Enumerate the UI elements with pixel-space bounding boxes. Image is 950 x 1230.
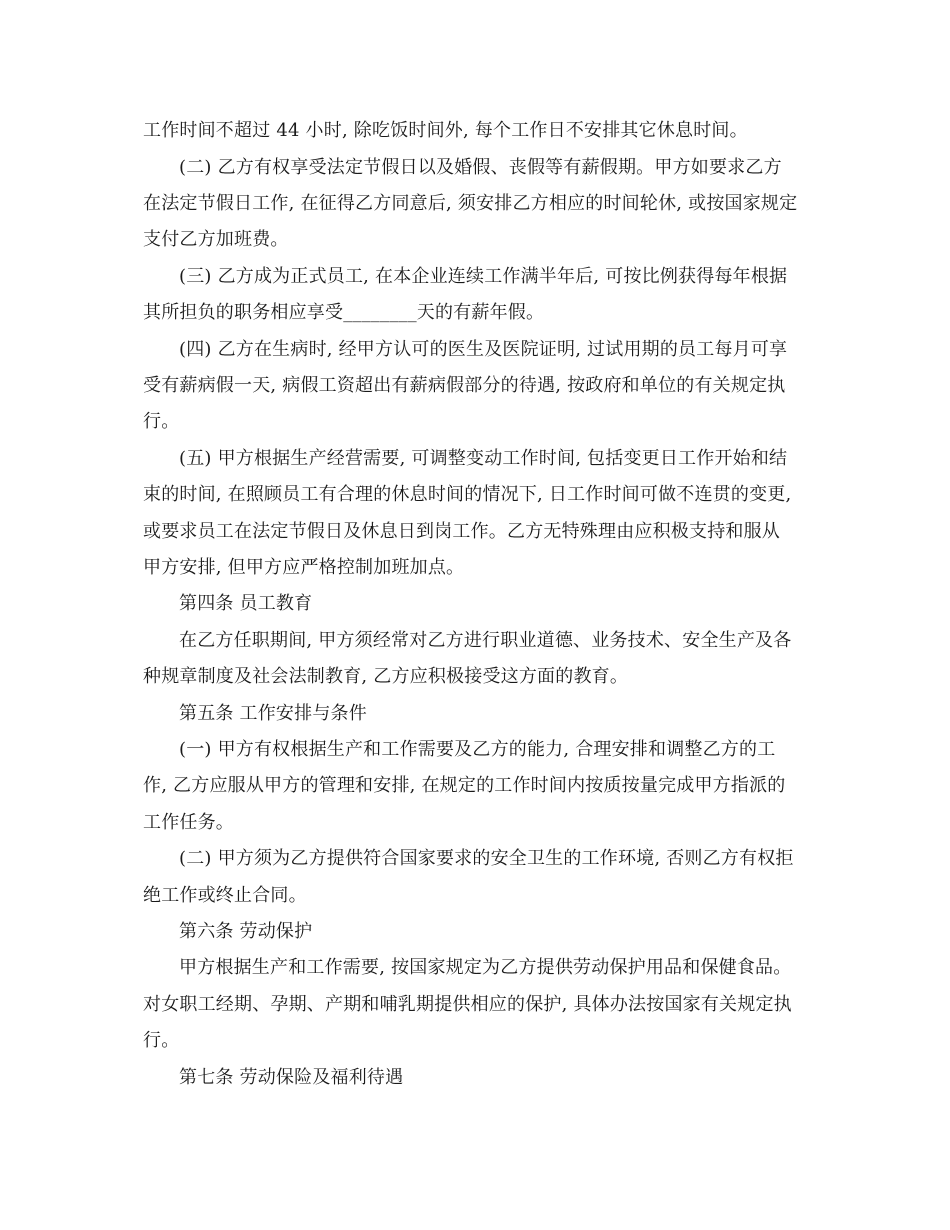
section-heading: 第六条 劳动保护 bbox=[179, 921, 313, 942]
text-line: 工作任务。 bbox=[143, 812, 234, 833]
text-line: 行。 bbox=[143, 411, 180, 432]
text-line: 束的时间, 在照顾员工有合理的休息时间的情况下, 日工作时间可做不连贯的变更, bbox=[143, 484, 792, 505]
text-line: 作, 乙方应服从甲方的管理和安排, 在规定的工作时间内按质按量完成甲方指派的 bbox=[143, 775, 786, 796]
text-line: 行。 bbox=[143, 1030, 180, 1051]
text-line: 在法定节假日工作, 在征得乙方同意后, 须安排乙方相应的时间轮休, 或按国家规定 bbox=[143, 193, 798, 214]
text-line: 其所担负的职务相应享受________天的有薪年假。 bbox=[143, 302, 545, 323]
text-line: 支付乙方加班费。 bbox=[143, 229, 289, 250]
text-line: (三) 乙方成为正式员工, 在本企业连续工作满半年后, 可按比例获得每年根据 bbox=[179, 266, 788, 287]
text-line: 工作时间不超过 44 小时, 除吃饭时间外, 每个工作日不安排其它休息时间。 bbox=[143, 120, 748, 141]
text-line: 种规章制度及社会法制教育, 乙方应积极接受这方面的教育。 bbox=[143, 666, 629, 687]
section-heading: 第七条 劳动保险及福利待遇 bbox=[179, 1067, 404, 1088]
text-line: (二) 乙方有权享受法定节假日以及婚假、丧假等有薪假期。甲方如要求乙方 bbox=[179, 157, 782, 178]
text-line: (二) 甲方须为乙方提供符合国家要求的安全卫生的工作环境, 否则乙方有权拒 bbox=[179, 848, 794, 869]
section-heading: 第五条 工作安排与条件 bbox=[179, 703, 367, 724]
text-line: (四) 乙方在生病时, 经甲方认可的医生及医院证明, 过试用期的员工每月可享 bbox=[179, 339, 788, 360]
text-line: 甲方根据生产和工作需要, 按国家规定为乙方提供劳动保护用品和保健食品。 bbox=[179, 957, 792, 978]
text-line: 在乙方任职期间, 甲方须经常对乙方进行职业道德、业务技术、安全生产及各 bbox=[179, 630, 792, 651]
text-line: 绝工作或终止合同。 bbox=[143, 885, 307, 906]
text-line: 甲方安排, 但甲方应严格控制加班加点。 bbox=[143, 557, 465, 578]
section-heading: 第四条 员工教育 bbox=[179, 593, 313, 614]
text-line: 对女职工经期、孕期、产期和哺乳期提供相应的保护, 具体办法按国家有关规定执 bbox=[143, 994, 792, 1015]
text-line: (一) 甲方有权根据生产和工作需要及乙方的能力, 合理安排和调整乙方的工 bbox=[179, 739, 776, 760]
text-line: (五) 甲方根据生产经营需要, 可调整变动工作时间, 包括变更日工作开始和结 bbox=[179, 448, 788, 469]
text-line: 或要求员工在法定节假日及休息日到岗工作。乙方无特殊理由应积极支持和服从 bbox=[143, 521, 780, 542]
text-line: 受有薪病假一天, 病假工资超出有薪病假部分的待遇, 按政府和单位的有关规定执 bbox=[143, 375, 786, 396]
